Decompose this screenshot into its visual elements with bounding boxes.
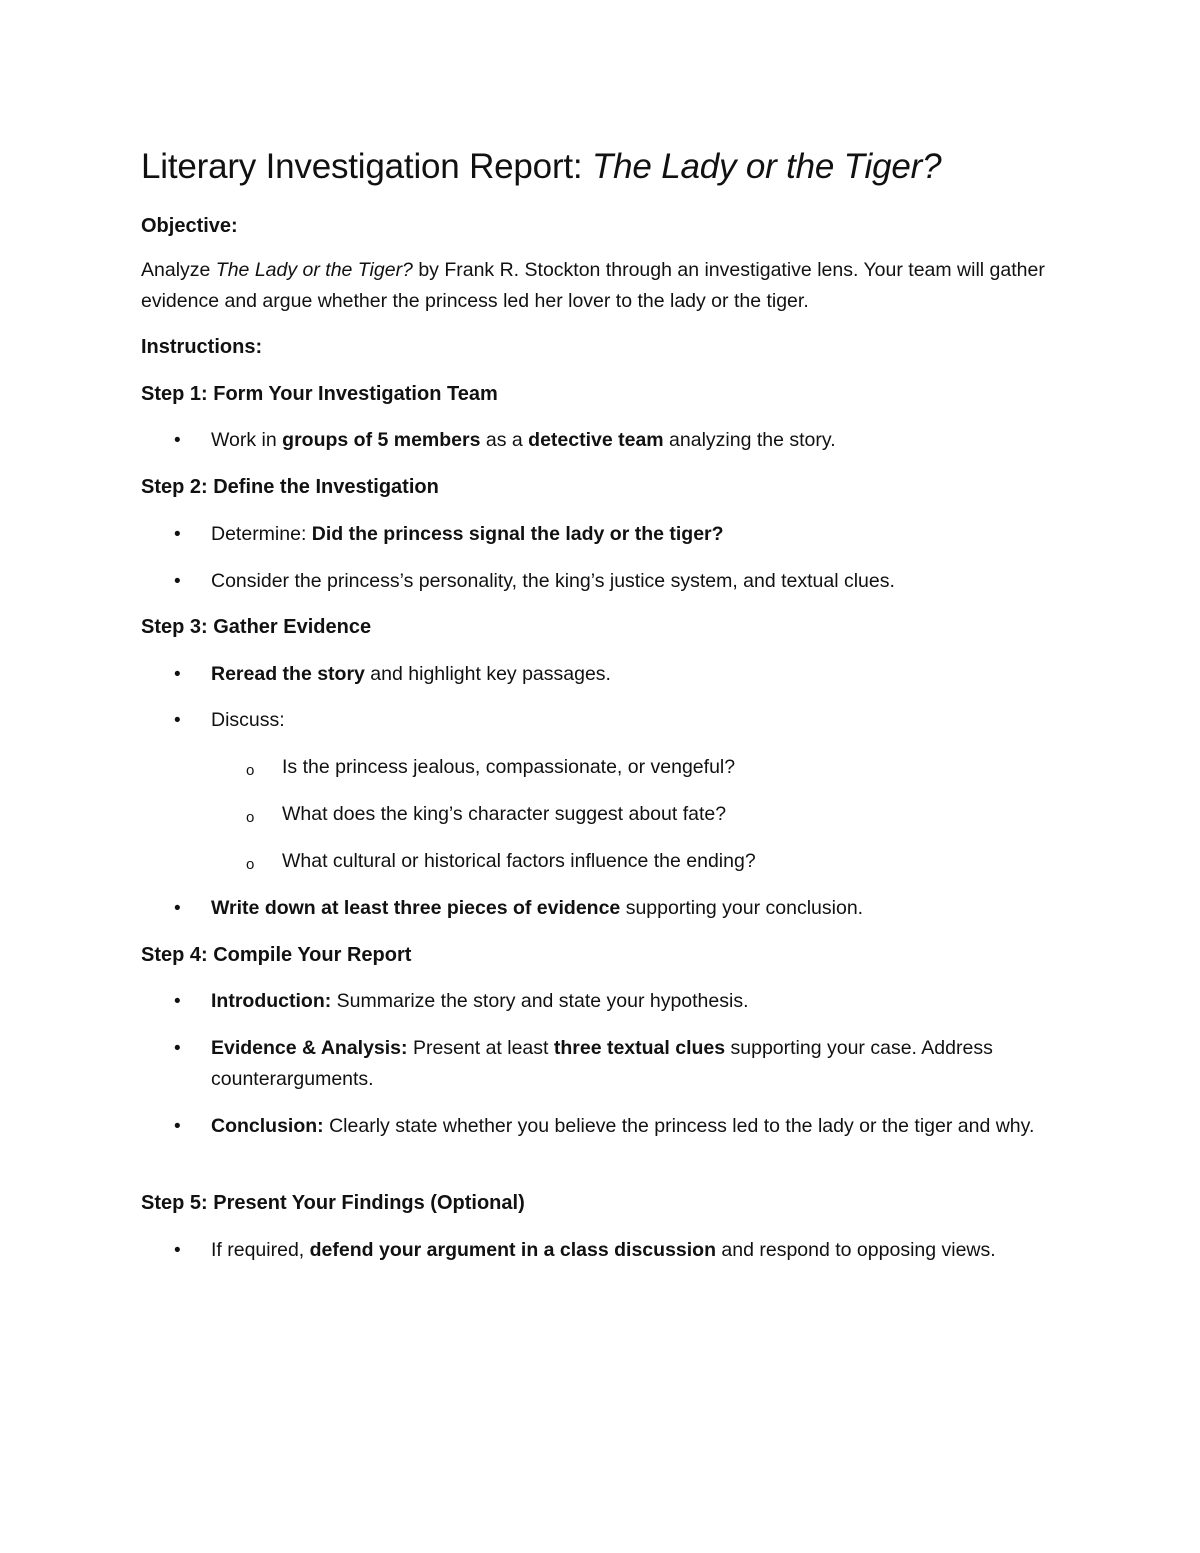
bullet-icon: •: [174, 710, 181, 731]
step-5-bullet-1: • If required, defend your argument in a class discussion and respond to opposing views.: [211, 1235, 1061, 1266]
step-4-bullet-1: • Introduction: Summarize the story and state your hypothesis.: [211, 986, 1061, 1017]
step-2-bullet-1: • Determine: Did the princess signal the lady or the tiger?: [211, 519, 1061, 550]
step-3-sub-item-1: o Is the princess jealous, compassionate, or vengeful?: [282, 752, 735, 783]
step-2-bullet-2: • Consider the princess’s personality, the king’s justice system, and textual clues.: [211, 566, 1061, 597]
step-3-sub-item-2: o What does the king’s character suggest about fate?: [282, 799, 726, 830]
step-5-heading: Step 5: Present Your Findings (Optional): [141, 1192, 525, 1214]
step-3-bullet-3: • Write down at least three pieces of evidence supporting your conclusion.: [211, 893, 1061, 924]
sub-bullet-icon: o: [246, 762, 255, 779]
bullet-icon: •: [174, 1240, 181, 1261]
step-3-bullet-1: • Reread the story and highlight key passages.: [211, 659, 1061, 690]
step-1-bullet-1: • Work in groups of 5 members as a detective team analyzing the story.: [211, 425, 1061, 456]
sub-bullet-icon: o: [246, 809, 255, 826]
bullet-icon: •: [174, 991, 181, 1012]
step-1-heading: Step 1: Form Your Investigation Team: [141, 383, 498, 405]
step-4-bullet-2: • Evidence & Analysis: Present at least three textual clues supporting your case. Address counterarguments.: [211, 1033, 1051, 1095]
bullet-icon: •: [174, 1116, 181, 1137]
instructions-label: Instructions:: [141, 336, 263, 358]
step-4-heading: Step 4: Compile Your Report: [141, 944, 412, 966]
step-3-sub-item-3: o What cultural or historical factors influence the ending?: [282, 846, 756, 877]
bullet-icon: •: [174, 1038, 181, 1059]
bullet-icon: •: [174, 430, 181, 451]
objective-text: Analyze The Lady or the Tiger? by Frank R. Stockton through an investigative lens. Your team will gather evidence and argue whether the princess led her lover to the lady or the tiger.: [141, 259, 1045, 312]
bullet-icon: •: [174, 898, 181, 919]
bullet-icon: •: [174, 524, 181, 545]
bullet-icon: •: [174, 571, 181, 592]
step-2-heading: Step 2: Define the Investigation: [141, 476, 439, 498]
step-4-bullet-3: • Conclusion: Clearly state whether you believe the princess led to the lady or the tiger and why.: [211, 1111, 1041, 1142]
step-3-heading: Step 3: Gather Evidence: [141, 616, 372, 638]
objective-label: Objective:: [141, 215, 238, 237]
sub-bullet-icon: o: [246, 856, 255, 873]
step-3-bullet-2: • Discuss:: [211, 705, 1061, 736]
bullet-icon: •: [174, 664, 181, 685]
document-title: Literary Investigation Report: The Lady or the Tiger?: [141, 147, 942, 186]
